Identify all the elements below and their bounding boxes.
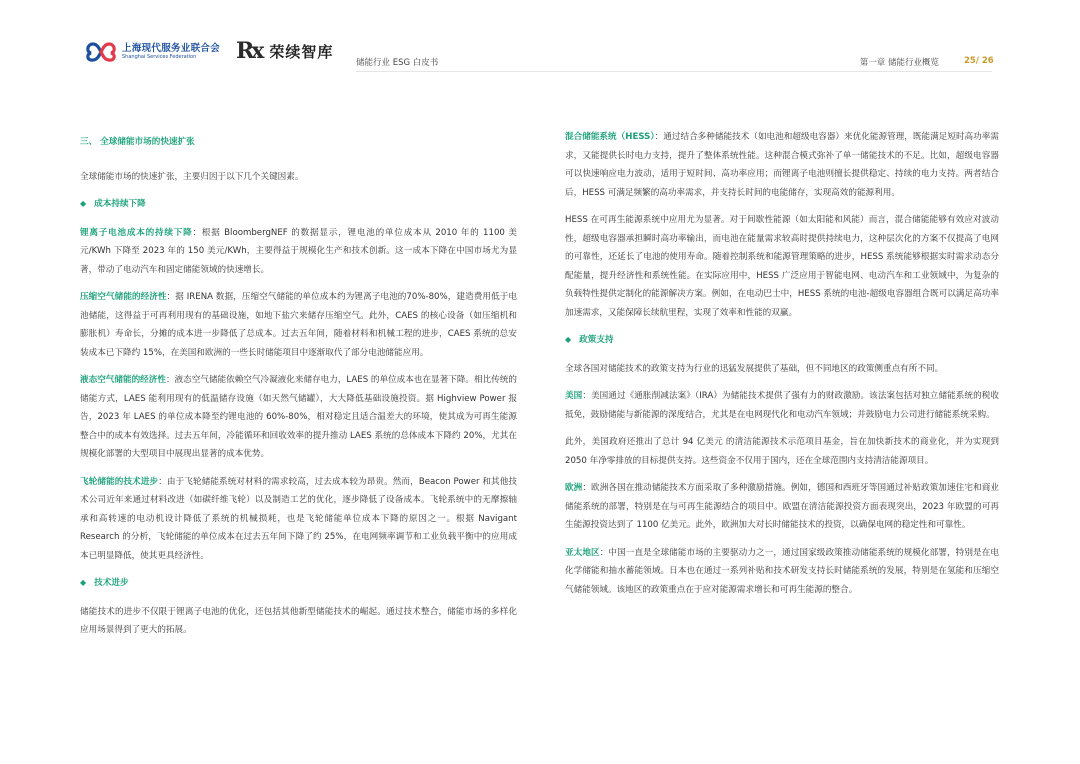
org-name-cn: 上海现代服务业联合会 bbox=[122, 42, 221, 54]
paragraph-apac bbox=[565, 544, 999, 600]
text-usa: ：美国通过《通胀削减法案》（IRA）为储能技术提供了强有力的财政激励。该法案包括对独立储能系统的税收抵免，鼓励储能与新能源的深度结合，尤其是在电网现代化和电动汽车领域；并鼓励电力公司进行储能系统采购。 bbox=[565, 391, 999, 420]
text-hess: ：通过结合多种储能技术（如电池和超级电容器）来优化能源管理，既能满足短时高功率需求，又能提供长时电力支持，提升了整体系统性能。这种混合模式弥补了单一储能技术的不足。比如，超级电容器可以快速响应电力波动，适用于短时间、高功率应用；而锂离子电池则擅长提供稳定、持续的电力支持。两者结合后，HESS 可满足频繁的高功率需求，并支持长时间的电能储存，实现高效的能源利用。 bbox=[565, 132, 999, 198]
paragraph-usa bbox=[565, 387, 999, 424]
brand-name: 荣续智库 bbox=[269, 42, 334, 61]
subheading-cost bbox=[80, 195, 517, 214]
diamond-icon: ◆ bbox=[80, 199, 87, 208]
paragraph-usa-fund: 此外，美国政府还推出了总计 94 亿美元 的清洁能源技术示范项目基金，旨在加快新技术的商业化，并为实现到 2050 年净零排放的目标提供支持。这些资金不仅用于国内，还在全球范围内支持清洁能源项目。 bbox=[565, 437, 999, 466]
paragraph-hess bbox=[565, 128, 999, 202]
term-usa: 美国 bbox=[565, 391, 583, 401]
term-laes: 液态空气储能的经济性 bbox=[80, 375, 166, 385]
page-number: 25/ 26 bbox=[964, 56, 994, 66]
text-apac: ：中国一直是全球储能市场的主要驱动力之一，通过国家级政策推动储能系统的规模化部署，特别是在电化学储能和抽水蓄能领域。日本也在通过一系列补贴和技术研发支持长时储能系统的发展，特别是在氢能和压缩空气储能领域。该地区的政策重点在于应对能源需求增长和可再生能源的整合。 bbox=[565, 547, 999, 595]
book-title: 储能行业 ESG 白皮书 bbox=[356, 58, 439, 68]
page-header bbox=[0, 0, 1080, 72]
intro-paragraph: 全球储能市场的快速扩张，主要归因于以下几个关键因素。 bbox=[80, 171, 304, 182]
org-name-en: Shanghai Services Federation bbox=[122, 54, 197, 61]
text-caes: ：据 IRENA 数据，压缩空气储能的单位成本约为锂离子电池的70%-80%，建造费用低于电池储能，这得益于可再利用现有的基础设施，如地下盐穴来储存压缩空气。此外，CAES 的核心设备（如压缩机和膨胀机）寿命长，分摊的成本进一步降低了总成本。过去五年间，随着材料和机械工程的进步，CAES 系统的总安装成本已下降约 15%，在美国和欧洲的一些长时储能项目中逐渐取代了部分电池储能应用。 bbox=[80, 292, 517, 358]
subheading-policy bbox=[565, 331, 999, 350]
paragraph-policy-intro: 全球各国对储能技术的政策支持为行业的迅猛发展提供了基础，但不同地区的政策侧重点有所不同。 bbox=[565, 363, 944, 374]
paragraph-lithium bbox=[80, 224, 517, 280]
paragraph-caes bbox=[80, 288, 517, 362]
right-column bbox=[565, 128, 999, 608]
paragraph-laes bbox=[80, 371, 517, 464]
paragraph-tech: 储能技术的进步不仅限于锂离子电池的优化，还包括其他新型储能技术的崛起。通过技术整合，储能市场的多样化应用场景得到了更大的拓展。 bbox=[80, 606, 517, 635]
left-column bbox=[80, 133, 517, 649]
subheading-tech bbox=[80, 574, 517, 593]
header-divider bbox=[356, 71, 992, 72]
subheading-cost-label: 成本持续下降 bbox=[94, 199, 146, 209]
paragraph-europe bbox=[565, 479, 999, 535]
term-europe: 欧洲 bbox=[565, 483, 583, 493]
term-flywheel: 飞轮储能的技术进步 bbox=[80, 476, 159, 487]
term-apac: 亚太地区 bbox=[565, 547, 600, 558]
text-flywheel: ：由于飞轮储能系统对材料的需求较高，过去成本较为昂贵。然而，Beacon Power 和其他技术公司近年来通过材料改进（如碳纤维飞轮）以及制造工艺的优化，逐步降低了设备成本。飞轮系统中的无摩擦轴承和高转速的电动机设计降低了系统的机械损耗，也是飞轮储能单位成本下降的原因之一。根据 Navigant Research 的分析，飞轮储能的单位成本在过去五年间下降了约 25%，在电网频率调节和工业负载平衡中的应用成本已明显降低，使其更具经济性。 bbox=[80, 476, 517, 561]
paragraph-hess-application: HESS 在可再生能源系统中应用尤为显著。对于间歇性能源（如太阳能和风能）而言，混合储能能够有效应对波动性，超级电容器承担瞬时高功率输出，而电池在能量需求较高时提供持续电力，这种层次化的方案不仅提高了电网的可靠性，还延长了电池的使用寿命。随着控制系统和能源管理策略的进步，HESS 系统能够根据实时需求动态分配能量，提升经济性和系统性能。在实际应用中，HESS 广泛应用于智能电网、电动汽车和工业领域中，为复杂的负载特性提供定制化的能源解决方案。例如，在电动巴士中，HESS 系统的电池-超级电容器组合既可以满足高功率加速需求，又能保障长续航里程，实现了效率和性能的双赢。 bbox=[565, 215, 999, 318]
federation-logo-icon bbox=[84, 40, 118, 64]
paragraph-flywheel bbox=[80, 473, 517, 566]
text-lithium: ：根据 BloombergNEF 的数据显示，锂电池的单位成本从 2010 年的 1100 美元/KWh 下降至 2023 年的 150 美元/KWh，主要得益于规模化生产和技术创新。这一成本下降在中国市场尤为显著，带动了电动汽车和固定储能领域的快速增长。 bbox=[80, 227, 517, 275]
chapter-title: 第一章 储能行业概览 bbox=[859, 58, 939, 68]
diamond-icon: ◆ bbox=[565, 335, 572, 344]
diamond-icon: ◆ bbox=[80, 578, 87, 587]
section-title: 三、 全球储能市场的快速扩张 bbox=[80, 137, 195, 147]
text-europe: ：欧洲各国在推动储能技术方面采取了多种激励措施。例如，德国和西班牙等国通过补贴政策加速住宅和商业储能系统的部署，特别是在与可再生能源结合的项目中。欧盟在清洁能源投资方面表现突出，2023 年欧盟的可再生能源投资达到了 1100 亿美元。此外，欧洲加大对长时储能技术的投资，以确保电网的稳定性和可靠性。 bbox=[565, 483, 999, 530]
term-caes: 压缩空气储能的经济性 bbox=[80, 292, 167, 302]
term-lithium: 锂离子电池成本的持续下降 bbox=[80, 227, 193, 238]
term-hess: 混合储能系统（HESS） bbox=[565, 132, 655, 142]
text-laes: ：液态空气储能依赖空气冷凝液化来储存电力，LAES 的单位成本也在显著下降。相比传统的储能方式，LAES 能利用现有的低温储存设施（如天然气储罐），大大降低基础设施投资。据 Highview Power 报告，2023 年 LAES 的单位成本降至约锂电池的 60%-80%，相对稳定且适合温差大的环境，使其成为可再生能源整合中的成本有效选择。过去五年间，冷能循环和回收效率的提升推动 LAES 系统的总体成本下降约 20%，尤其在规模化部署的大型项目中展现出显著的成本优势。 bbox=[80, 375, 517, 459]
brand-mark: Rx bbox=[236, 38, 262, 64]
subheading-policy-label: 政策支持 bbox=[579, 335, 614, 345]
subheading-tech-label: 技术进步 bbox=[94, 578, 129, 588]
federation-logo bbox=[84, 40, 220, 64]
brand-logo bbox=[236, 38, 333, 64]
